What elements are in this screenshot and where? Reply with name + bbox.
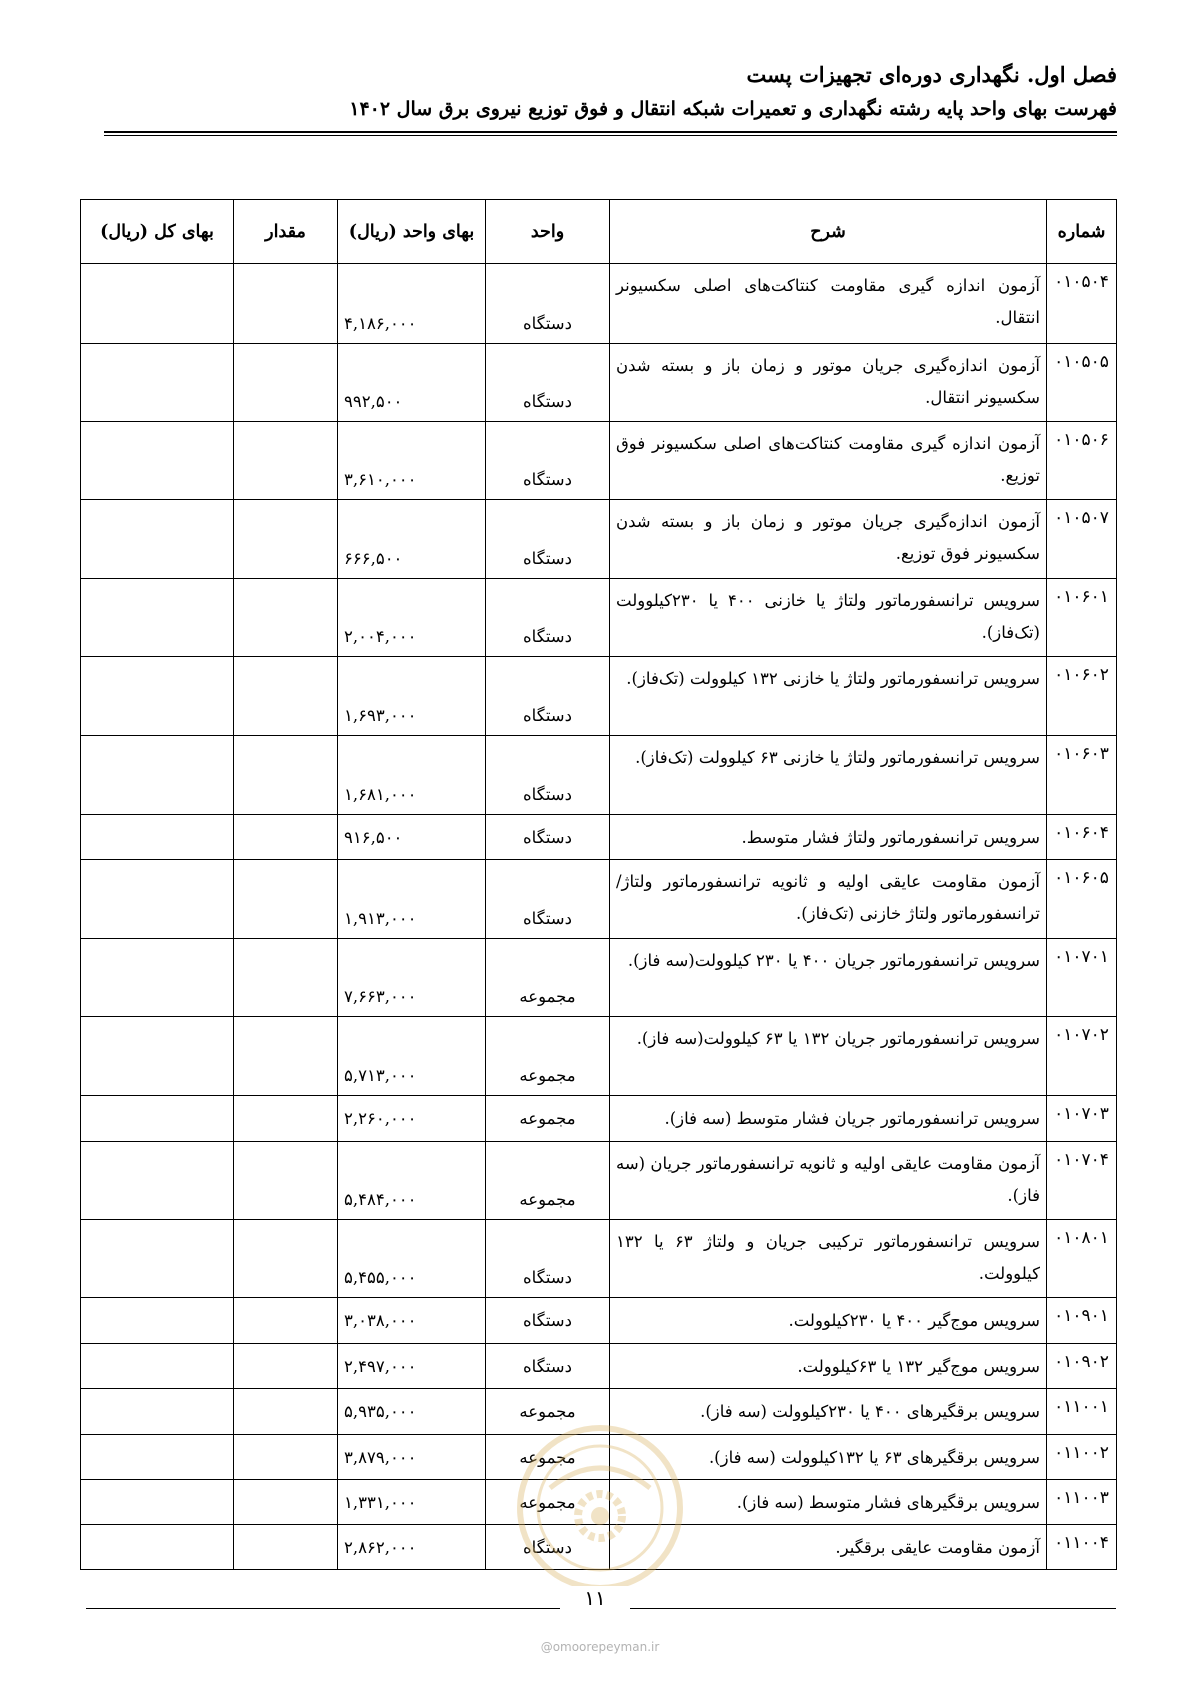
row-unit-price: ۵,۹۳۵,۰۰۰	[338, 1389, 486, 1435]
row-unit-price: ۹۹۲,۵۰۰	[338, 344, 486, 422]
row-description: سرویس ترانسفورماتور جریان ۴۰۰ یا ۲۳۰ کیلوولت(سه فاز).	[610, 939, 1047, 1017]
row-quantity	[234, 1096, 338, 1142]
row-quantity	[234, 1435, 338, 1480]
row-code: ۰۱۰۶۰۴	[1047, 815, 1117, 860]
row-description: آزمون مقاومت عایقی اولیه و ثانویه ترانسفورماتور جریان (سه فاز).	[610, 1142, 1047, 1220]
table-header-row	[81, 200, 1117, 264]
table-row	[81, 422, 1117, 500]
row-unit-price: ۵,۷۱۳,۰۰۰	[338, 1017, 486, 1096]
row-unit-price: ۱,۳۳۱,۰۰۰	[338, 1480, 486, 1525]
row-unit: دستگاه	[486, 1525, 610, 1570]
row-description: سرویس ترانسفورماتور ولتاژ فشار متوسط.	[610, 815, 1047, 860]
header-rule-thin	[104, 135, 1117, 136]
row-description: سرویس برقگیرهای ۴۰۰ یا ۲۳۰کیلوولت (سه فاز).	[610, 1389, 1047, 1435]
row-unit: مجموعه	[486, 1435, 610, 1480]
table-row	[81, 344, 1117, 422]
row-quantity	[234, 939, 338, 1017]
row-description: آزمون مقاومت عایقی برقگیر.	[610, 1525, 1047, 1570]
row-total-price	[81, 657, 234, 736]
row-unit: دستگاه	[486, 422, 610, 500]
row-unit: دستگاه	[486, 344, 610, 422]
row-total-price	[81, 815, 234, 860]
table-row	[81, 1298, 1117, 1344]
row-unit: مجموعه	[486, 1017, 610, 1096]
row-description: سرویس ترانسفورماتور ولتاژ یا خازنی ۴۰۰ یا ۲۳۰کیلوولت (تک‌فاز).	[610, 579, 1047, 657]
row-quantity	[234, 860, 338, 939]
row-code: ۰۱۱۰۰۴	[1047, 1525, 1117, 1570]
row-code: ۰۱۱۰۰۳	[1047, 1480, 1117, 1525]
header-rule-thick	[104, 131, 1117, 133]
row-code: ۰۱۰۵۰۷	[1047, 500, 1117, 579]
header-description: شرح	[610, 200, 1047, 264]
row-unit-price: ۲,۲۶۰,۰۰۰	[338, 1096, 486, 1142]
row-total-price	[81, 1142, 234, 1220]
row-unit: دستگاه	[486, 736, 610, 815]
page-number: ۱۱	[560, 1586, 630, 1610]
table-row	[81, 1389, 1117, 1435]
table-row	[81, 500, 1117, 579]
row-unit: دستگاه	[486, 264, 610, 344]
row-unit: دستگاه	[486, 1298, 610, 1344]
table-row	[81, 1435, 1117, 1480]
row-unit: دستگاه	[486, 815, 610, 860]
header-unit-price: بهای واحد (ریال)	[338, 200, 486, 264]
row-unit-price: ۲,۴۹۷,۰۰۰	[338, 1344, 486, 1389]
row-description: سرویس ترانسفورماتور ترکیبی جریان و ولتاژ ۶۳ یا ۱۳۲ کیلوولت.	[610, 1220, 1047, 1298]
table-row	[81, 815, 1117, 860]
row-unit-price: ۲,۰۰۴,۰۰۰	[338, 579, 486, 657]
row-code: ۰۱۰۶۰۱	[1047, 579, 1117, 657]
row-quantity	[234, 1389, 338, 1435]
row-unit-price: ۳,۸۷۹,۰۰۰	[338, 1435, 486, 1480]
row-unit-price: ۱,۹۱۳,۰۰۰	[338, 860, 486, 939]
table-row	[81, 860, 1117, 939]
table-row	[81, 1142, 1117, 1220]
row-code: ۰۱۰۹۰۲	[1047, 1344, 1117, 1389]
row-quantity	[234, 1480, 338, 1525]
row-total-price	[81, 1298, 234, 1344]
row-unit: مجموعه	[486, 1142, 610, 1220]
row-total-price	[81, 1480, 234, 1525]
row-unit: مجموعه	[486, 1389, 610, 1435]
header-total-price: بهای کل (ریال)	[81, 200, 234, 264]
row-total-price	[81, 860, 234, 939]
row-code: ۰۱۰۷۰۴	[1047, 1142, 1117, 1220]
row-description: آزمون مقاومت عایقی اولیه و ثانویه ترانسفورماتور ولتاژ/ترانسفورماتور ولتاژ خازنی (تک‌فاز).	[610, 860, 1047, 939]
row-unit-price: ۹۱۶,۵۰۰	[338, 815, 486, 860]
chapter-title: فصل اول. نگهداری دوره‌ای تجهیزات پست	[746, 62, 1117, 87]
row-unit: دستگاه	[486, 1220, 610, 1298]
row-unit-price: ۵,۴۵۵,۰۰۰	[338, 1220, 486, 1298]
row-description: سرویس موج‌گیر ۴۰۰ یا ۲۳۰کیلوولت.	[610, 1298, 1047, 1344]
row-unit-price: ۱,۶۹۳,۰۰۰	[338, 657, 486, 736]
row-unit-price: ۷,۶۶۳,۰۰۰	[338, 939, 486, 1017]
row-code: ۰۱۰۹۰۱	[1047, 1298, 1117, 1344]
row-description: سرویس ترانسفورماتور جریان فشار متوسط (سه فاز).	[610, 1096, 1047, 1142]
row-total-price	[81, 1389, 234, 1435]
row-total-price	[81, 500, 234, 579]
row-code: ۰۱۰۵۰۵	[1047, 344, 1117, 422]
row-total-price	[81, 1344, 234, 1389]
row-code: ۰۱۰۶۰۳	[1047, 736, 1117, 815]
row-unit-price: ۴,۱۸۶,۰۰۰	[338, 264, 486, 344]
price-list-table	[80, 199, 1117, 1570]
table-row	[81, 264, 1117, 344]
row-total-price	[81, 579, 234, 657]
table-row	[81, 939, 1117, 1017]
row-total-price	[81, 344, 234, 422]
table-row	[81, 1017, 1117, 1096]
row-total-price	[81, 1435, 234, 1480]
row-description: سرویس ترانسفورماتور جریان ۱۳۲ یا ۶۳ کیلوولت(سه فاز).	[610, 1017, 1047, 1096]
row-unit: مجموعه	[486, 1480, 610, 1525]
row-unit: دستگاه	[486, 579, 610, 657]
row-total-price	[81, 1220, 234, 1298]
row-unit: دستگاه	[486, 1344, 610, 1389]
table-row	[81, 657, 1117, 736]
row-code: ۰۱۱۰۰۲	[1047, 1435, 1117, 1480]
table-row	[81, 1220, 1117, 1298]
row-code: ۰۱۰۵۰۴	[1047, 264, 1117, 344]
row-quantity	[234, 1142, 338, 1220]
table-row	[81, 1525, 1117, 1570]
row-description: سرویس ترانسفورماتور ولتاژ یا خازنی ۱۳۲ کیلوولت (تک‌فاز).	[610, 657, 1047, 736]
row-code: ۰۱۰۶۰۵	[1047, 860, 1117, 939]
row-total-price	[81, 1017, 234, 1096]
row-code: ۰۱۱۰۰۱	[1047, 1389, 1117, 1435]
row-total-price	[81, 264, 234, 344]
row-unit: دستگاه	[486, 657, 610, 736]
row-code: ۰۱۰۶۰۲	[1047, 657, 1117, 736]
table-row	[81, 1096, 1117, 1142]
row-quantity	[234, 657, 338, 736]
row-code: ۰۱۰۸۰۱	[1047, 1220, 1117, 1298]
row-description: سرویس برقگیرهای فشار متوسط (سه فاز).	[610, 1480, 1047, 1525]
row-quantity	[234, 1298, 338, 1344]
table-row	[81, 1344, 1117, 1389]
row-unit-price: ۶۶۶,۵۰۰	[338, 500, 486, 579]
header-quantity: مقدار	[234, 200, 338, 264]
table-row	[81, 1480, 1117, 1525]
row-quantity	[234, 264, 338, 344]
row-unit-price: ۱,۶۸۱,۰۰۰	[338, 736, 486, 815]
row-description: سرویس موج‌گیر ۱۳۲ یا ۶۳کیلوولت.	[610, 1344, 1047, 1389]
watermark-site: @omoorepeyman.ir	[540, 1640, 660, 1654]
row-unit-price: ۳,۶۱۰,۰۰۰	[338, 422, 486, 500]
header-code: شماره	[1047, 200, 1117, 264]
row-quantity	[234, 1525, 338, 1570]
row-description: سرویس ترانسفورماتور ولتاژ یا خازنی ۶۳ کیلوولت (تک‌فاز).	[610, 736, 1047, 815]
row-code: ۰۱۰۷۰۱	[1047, 939, 1117, 1017]
row-total-price	[81, 736, 234, 815]
row-total-price	[81, 422, 234, 500]
row-unit-price: ۵,۴۸۴,۰۰۰	[338, 1142, 486, 1220]
row-unit-price: ۳,۰۳۸,۰۰۰	[338, 1298, 486, 1344]
row-description: آزمون اندازه‌گیری جریان موتور و زمان باز و بسته شدن سکسیونر فوق توزیع.	[610, 500, 1047, 579]
row-quantity	[234, 815, 338, 860]
row-quantity	[234, 422, 338, 500]
row-unit: دستگاه	[486, 500, 610, 579]
row-description: آزمون اندازه گیری مقاومت کنتاکت‌های اصلی سکسیونر فوق توزیع.	[610, 422, 1047, 500]
row-quantity	[234, 500, 338, 579]
row-total-price	[81, 939, 234, 1017]
row-quantity	[234, 1344, 338, 1389]
row-code: ۰۱۰۷۰۲	[1047, 1017, 1117, 1096]
table-row	[81, 579, 1117, 657]
row-unit: مجموعه	[486, 939, 610, 1017]
row-code: ۰۱۰۵۰۶	[1047, 422, 1117, 500]
row-total-price	[81, 1096, 234, 1142]
table-row	[81, 736, 1117, 815]
row-quantity	[234, 344, 338, 422]
row-description: آزمون اندازه گیری مقاومت کنتاکت‌های اصلی سکسیونر انتقال.	[610, 264, 1047, 344]
row-unit: مجموعه	[486, 1096, 610, 1142]
row-quantity	[234, 1017, 338, 1096]
row-total-price	[81, 1525, 234, 1570]
row-quantity	[234, 1220, 338, 1298]
row-unit-price: ۲,۸۶۲,۰۰۰	[338, 1525, 486, 1570]
list-title: فهرست بهای واحد پایه رشته نگهداری و تعمیرات شبکه انتقال و فوق توزیع نیروی برق سال ۱۴۰۲	[349, 98, 1117, 120]
row-description: سرویس برقگیرهای ۶۳ یا ۱۳۲کیلوولت (سه فاز).	[610, 1435, 1047, 1480]
row-code: ۰۱۰۷۰۳	[1047, 1096, 1117, 1142]
row-quantity	[234, 579, 338, 657]
row-quantity	[234, 736, 338, 815]
row-description: آزمون اندازه‌گیری جریان موتور و زمان باز و بسته شدن سکسیونر انتقال.	[610, 344, 1047, 422]
row-unit: دستگاه	[486, 860, 610, 939]
header-unit: واحد	[486, 200, 610, 264]
